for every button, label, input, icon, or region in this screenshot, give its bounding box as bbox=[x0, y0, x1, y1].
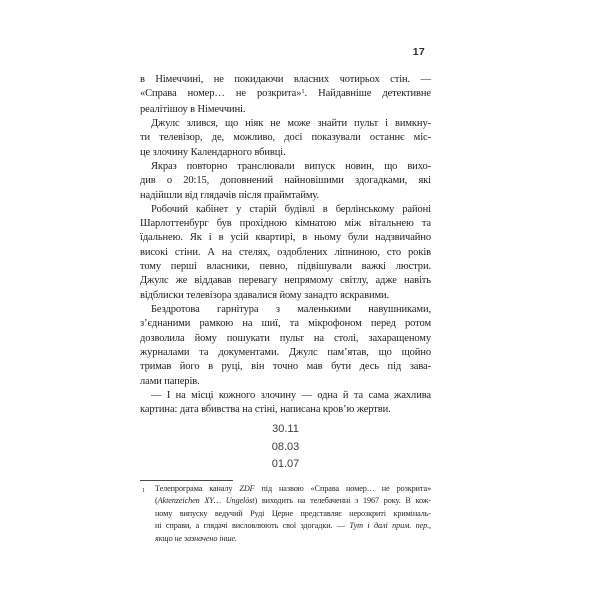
text-line: в Німеччині, не покидаючи власних чотирьох стін. — bbox=[140, 74, 431, 85]
text-line: з’єднаними рамкою на шиї, та мікрофоном перед ротом bbox=[140, 318, 431, 330]
text-segment-italic: Aktenzeichen XY… Ungelöst bbox=[157, 496, 255, 506]
text-segment: «Справа номер… не розкрита» bbox=[140, 88, 302, 100]
date-line: 01.07 bbox=[271, 458, 300, 471]
text-line: тому перші власники, певно, підвішували важкі люстри. bbox=[140, 261, 431, 273]
text-line: тримав його в руці, він точно мав бути десь під зава- bbox=[140, 361, 431, 373]
text-line: журналами та документами. Джулс пам’ятав, що щойно bbox=[140, 346, 431, 358]
text-line: Якраз повторно транслювали випуск новин, що вихо- bbox=[151, 160, 431, 172]
dates-block bbox=[140, 421, 431, 474]
text-segment: під назвою «Справа номер… не розкрита» bbox=[254, 484, 431, 493]
footnote-divider bbox=[140, 480, 233, 481]
text-segment-italic: ZDF bbox=[239, 484, 255, 493]
text-line: картина: дата вбивства на стіні, написана кров’ю жертви. bbox=[140, 404, 391, 416]
text-line: див о 20:15, доповнений найновішими здогадками, які bbox=[140, 175, 431, 187]
text-line: відблиски телевізора здавалися йому занадто яскравими. bbox=[140, 289, 390, 301]
text-segment: ні справи, а глядачі висловлюють свої здогадки. — bbox=[155, 521, 350, 531]
text-line: Джулс злився, що ніяк не може знайти пульт і вимкну- bbox=[151, 117, 431, 129]
body-text bbox=[140, 73, 431, 418]
text-line: дозволила йому пошукати пульт на столі, захаращеному bbox=[140, 332, 431, 344]
footnote bbox=[140, 483, 431, 545]
text-line: Робочий кабінет у старій будівлі в берлінському районі bbox=[151, 203, 431, 215]
text-segment-italic: якщо не зазначено інше. bbox=[155, 533, 237, 543]
footnote-ref: 1 bbox=[301, 87, 305, 95]
footnote-text bbox=[155, 483, 431, 545]
footnote-line: ному випуску ведучий Руді Церне представляє нерозкриті криміналь- bbox=[155, 508, 431, 518]
text-line: Шарлоттенбург був прохідною кімнатою між вітальнею та bbox=[140, 218, 431, 230]
text-line: їдальнею. Як і в усій квартирі, в ньому були надзвичайно bbox=[140, 232, 431, 244]
footnote-line bbox=[155, 520, 431, 532]
footnote-line bbox=[155, 495, 431, 507]
text-line: Джулс же віддавав перевагу непрямому світлу, адже навіть bbox=[140, 275, 431, 287]
text-line: — І на місці кожного злочину — одна й та сама жахлива bbox=[151, 389, 431, 401]
text-line: це злочину Календарного вбивці. bbox=[140, 146, 286, 158]
text-line: надійшли від глядачів після праймтайму. bbox=[140, 189, 320, 201]
text-line: Бездротова гарнітура з маленькими навушниками, bbox=[151, 304, 431, 315]
text-line: лами паперів. bbox=[140, 375, 200, 387]
date-line: 30.11 bbox=[272, 423, 299, 435]
text-segment: . Найдавніше детективне bbox=[304, 88, 431, 100]
page-number: 17 bbox=[412, 46, 425, 58]
footnote-line bbox=[155, 483, 431, 495]
text-segment: Телепрограма каналу bbox=[155, 484, 240, 493]
footnote-marker: 1 bbox=[142, 488, 145, 494]
text-segment-italic: Тут і далі прим. пер., bbox=[349, 521, 431, 531]
text-line bbox=[140, 87, 431, 102]
text-segment: ( bbox=[155, 496, 158, 506]
footnote-line bbox=[155, 533, 431, 545]
text-line: високі стіни. А на стелях, оздоблених ліпниною, сто років bbox=[140, 246, 431, 258]
text-line: реалітішоу в Німеччині. bbox=[140, 103, 246, 115]
date-line: 08.03 bbox=[271, 440, 300, 453]
text-segment: ) виходить на телебаченні з 1967 року. В кож- bbox=[254, 496, 431, 506]
text-line: ти телевізор, де, можливо, досі показували останнє міс- bbox=[140, 132, 431, 144]
